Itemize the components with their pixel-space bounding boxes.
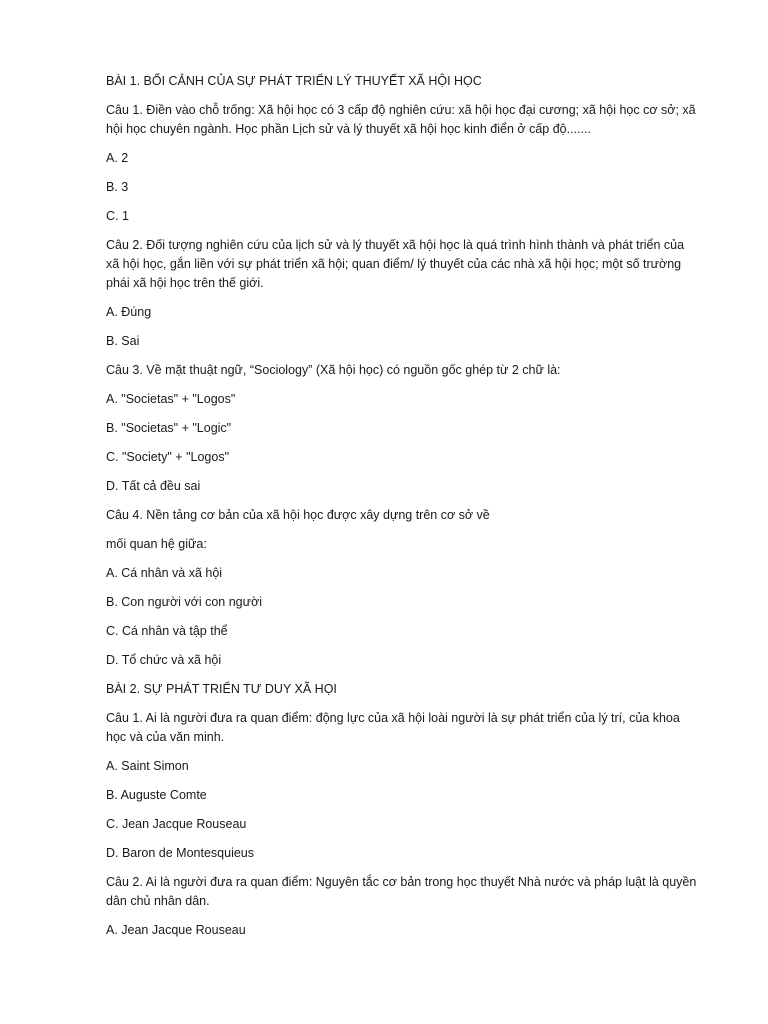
answer-option: A. Đúng [106,305,152,319]
answer-option: C. 1 [106,209,129,223]
question-text: Câu 4. Nền tảng cơ bản của xã hội học được xây dựng trên cơ sở về [106,508,490,522]
section-title: BÀI 1. BỐI CẢNH CỦA SỰ PHÁT TRIỂN LÝ THUYẾT XÃ HỘI HỌC [106,74,482,88]
answer-option: B. "Societas" + "Logic" [106,421,232,435]
question-text: Câu 2. Ai là người đưa ra quan điểm: Nguyên tắc cơ bản trong học thuyết Nhà nước và pháp luật là quyền dân chủ nhân dân. [106,875,697,908]
question-text: Câu 2. Đối tượng nghiên cứu của lịch sử và lý thuyết xã hội học là quá trình hình thành và phát triển của xã hội học, gắn liền với sự phát triển xã hội; quan điểm/ lý thuyết của các nhà xã hội học; một số trường phái xã hội học trên thế giới. [106,238,685,290]
answer-option: B. 3 [106,180,129,194]
answer-option: A. 2 [106,151,129,165]
answer-option: A. Saint Simon [106,759,189,773]
answer-option: D. Baron de Montesquieus [106,846,255,860]
answer-option: B. Sai [106,334,140,348]
answer-option: A. "Societas" + "Logos" [106,392,236,406]
answer-option: C. Jean Jacque Rouseau [106,817,247,831]
answer-option: C. "Society" + "Logos" [106,450,230,464]
answer-option: B. Auguste Comte [106,788,207,802]
question-text: Câu 1. Điền vào chỗ trống: Xã hội học có 3 cấp độ nghiên cứu: xã hội học đại cương; xã hội học cơ sở; xã hội học chuyên ngành. Học phần Lịch sử và lý thuyết xã hội học kinh điển ở cấp độ....... [106,103,696,136]
answer-option: A. Cá nhân và xã hội [106,566,223,580]
section-title: BÀI 2. SỰ PHÁT TRIỂN TƯ DUY XÃ HỌI [106,682,337,696]
question-text: mối quan hệ giữa: [106,537,207,551]
answer-option: D. Tổ chức và xã hội [106,653,222,667]
document-page [106,72,698,950]
answer-option: A. Jean Jacque Rouseau [106,923,246,937]
answer-option: D. Tất cả đều sai [106,479,201,493]
answer-option: C. Cá nhân và tập thể [106,624,228,638]
answer-option: B. Con người với con người [106,595,262,609]
question-text: Câu 1. Ai là người đưa ra quan điểm: động lực của xã hội loài người là sự phát triển của lý trí, của khoa học và của văn minh. [106,711,680,744]
question-text: Câu 3. Về mặt thuật ngữ, “Sociology” (Xã hội học) có nguồn gốc ghép từ 2 chữ là: [106,363,561,377]
